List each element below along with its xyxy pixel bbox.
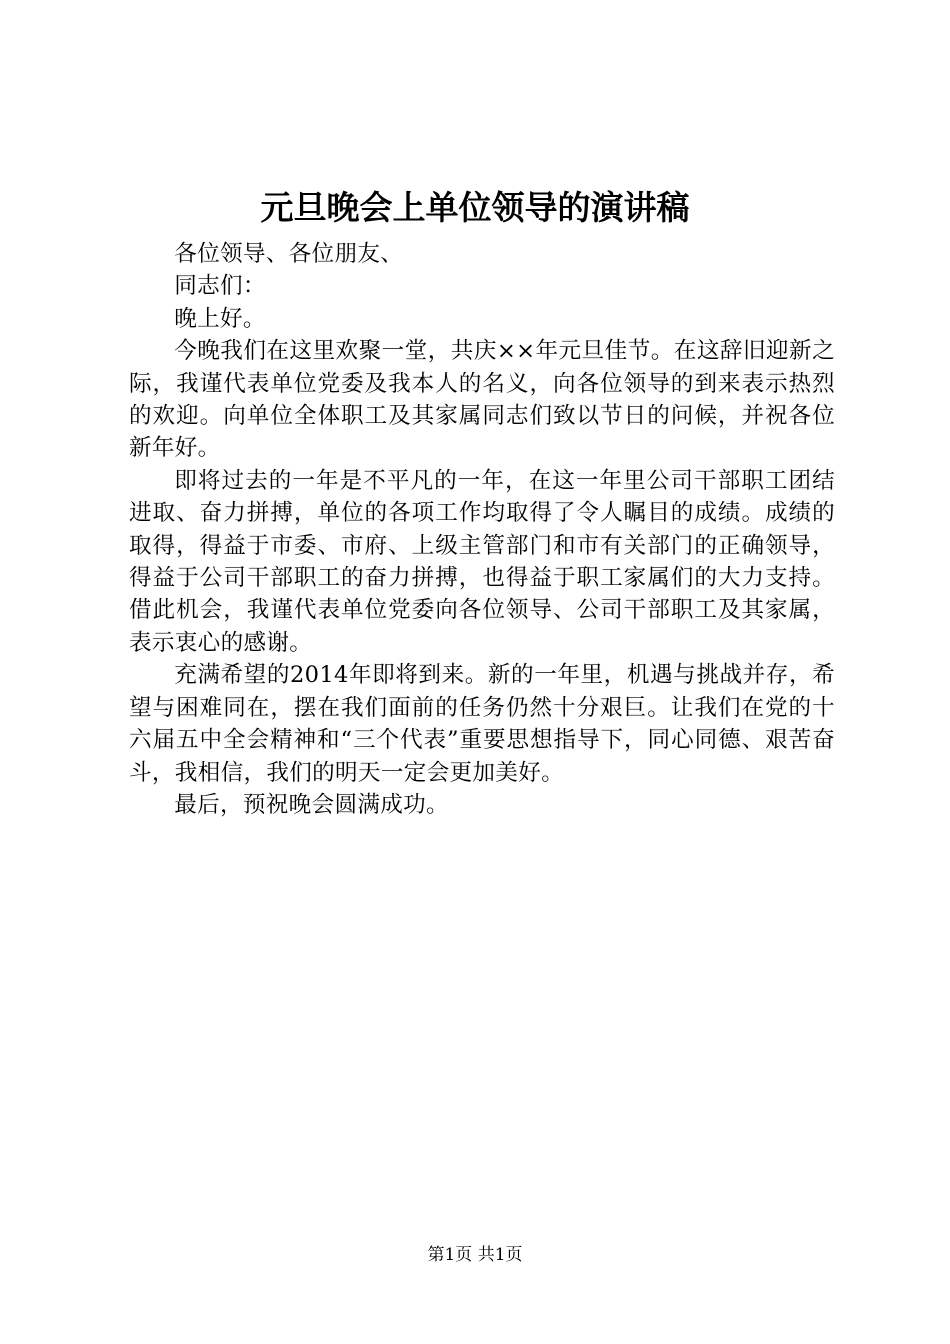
salutation-line-2: 同志们：	[174, 273, 266, 300]
document-body	[129, 238, 835, 821]
salutation-line-1: 各位领导、各位朋友、	[174, 241, 404, 267]
body-paragraph-welcome: 今晚我们在这里欢聚一堂，共庆××年元旦佳节。在这辞旧迎新之际，我谨代表单位党委及我本人的名义，向各位领导的到来表示热烈的欢迎。向单位全体职工及其家属同志们致以节日的问候，并祝各位新年好。	[129, 338, 835, 462]
body-paragraph-outlook: 充满希望的2014年即将到来。新的一年里，机遇与挑战并存，希望与困难同在，摆在我们面前的任务仍然十分艰巨。让我们在党的十六届五中全会精神和“三个代表”重要思想指导下，同心同德、艰苦奋斗，我相信，我们的明天一定会更加美好。	[129, 662, 835, 786]
greeting-line: 晚上好。	[174, 305, 266, 332]
page-footer: 第1页 共1页	[427, 1245, 523, 1265]
body-paragraph-review: 即将过去的一年是不平凡的一年，在这一年里公司干部职工团结进取、奋力拼搏，单位的各项工作均取得了令人瞩目的成绩。成绩的取得，得益于市委、市府、上级主管部门和市有关部门的正确领导，得益于公司干部职工的奋力拼搏，也得益于职工家属们的大力支持。借此机会，我谨代表单位党委向各位领导、公司干部职工及其家属，表示衷心的感谢。	[129, 467, 835, 656]
closing-line: 最后，预祝晚会圆满成功。	[174, 791, 449, 818]
document-title: 元旦晚会上单位领导的演讲稿	[260, 188, 690, 227]
